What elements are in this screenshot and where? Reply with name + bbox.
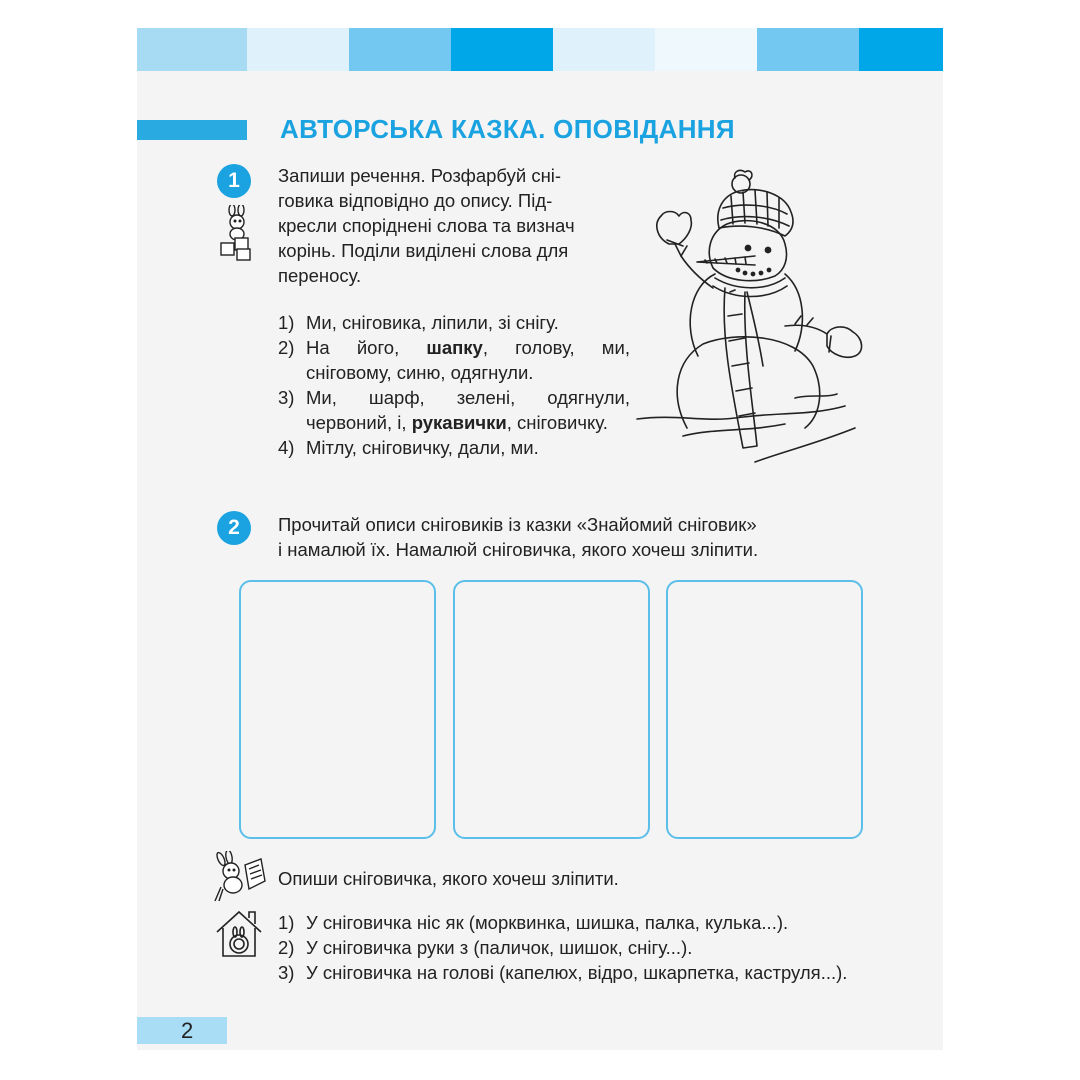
instruction-line: Прочитай описи сніговиків із казки «Знайомий сніговик»	[278, 514, 757, 535]
sentence-text	[306, 335, 630, 385]
sentence-text	[306, 385, 630, 435]
sentence-fragment: Ми, сніговика, ліпили, зі снігу.	[306, 312, 559, 333]
sentence-text	[306, 435, 630, 460]
workbook-page	[137, 28, 943, 1050]
bold-word: рукавички	[411, 412, 507, 433]
bunny-with-book-icon	[211, 851, 269, 903]
hint-item	[278, 910, 866, 935]
instruction-line: говика відповідно до опису. Під-	[278, 190, 553, 211]
sentence-text	[306, 310, 630, 335]
sentence-item	[278, 335, 630, 385]
sentence-item	[278, 385, 630, 435]
sentence-fragment: Мітлу, сніговичку, дали, ми.	[306, 437, 539, 458]
instruction-line: Запиши речення. Розфарбуй сні-	[278, 165, 562, 186]
sentence-fragment: На його,	[306, 337, 427, 358]
header-stripe-segment	[349, 28, 451, 71]
drawing-box-2[interactable]	[453, 580, 650, 839]
sentence-number: 2)	[278, 337, 295, 358]
header-stripe-segment	[451, 28, 553, 71]
bunny-with-blocks-icon	[219, 205, 259, 261]
sentence-item	[278, 310, 630, 335]
sentence-number: 1)	[278, 312, 295, 333]
drawing-box-3[interactable]	[666, 580, 863, 839]
instruction-line: кресли споріднені слова та визнач	[278, 215, 575, 236]
task-number-badge-2: 2	[217, 511, 251, 545]
hint-text: У сніговичка ніс як (морквинка, шишка, палка, кулька...).	[306, 912, 789, 933]
header-stripe-segment	[137, 28, 247, 71]
describe-hint-list	[278, 910, 866, 985]
sentence-fragment: , сніговичку.	[506, 412, 608, 433]
task1-instruction	[278, 163, 630, 288]
header-stripe	[137, 28, 943, 71]
instruction-line: переносу.	[278, 265, 362, 286]
instruction-line: корінь. Поділи виділені слова для	[278, 240, 569, 261]
hint-number: 3)	[278, 962, 295, 983]
header-stripe-segment	[553, 28, 655, 71]
instruction-line: і намалюй їх. Намалюй сніговичка, якого хочеш зліпити.	[278, 539, 759, 560]
hint-text: У сніговичка руки з (паличок, шишок, снігу...).	[306, 937, 693, 958]
hint-number: 2)	[278, 937, 295, 958]
hint-text: У сніговичка на голові (капелюх, відро, шкарпетка, каструля...).	[306, 962, 848, 983]
drawing-box-1[interactable]	[239, 580, 436, 839]
page-number: 2	[181, 1018, 194, 1043]
header-stripe-segment	[247, 28, 349, 71]
header-stripe-segment	[757, 28, 859, 71]
house-homework-icon	[213, 908, 265, 960]
task2-instruction	[278, 512, 866, 562]
hint-item	[278, 960, 866, 985]
header-stripe-segment	[859, 28, 943, 71]
sentence-number: 3)	[278, 387, 295, 408]
describe-instruction: Опиши сніговичка, якого хочеш зліпити.	[278, 868, 619, 889]
page-title: АВТОРСЬКА КАЗКА. ОПОВІДАННЯ	[280, 114, 735, 144]
hint-number: 1)	[278, 912, 295, 933]
snowman-illustration	[635, 166, 867, 466]
task-number-badge-1: 1	[217, 164, 251, 198]
header-stripe-segment	[655, 28, 757, 71]
sentence-fragment: Ми, шарф, зелені, одягнули, червоний, і,	[306, 387, 630, 433]
hint-item	[278, 935, 866, 960]
sentence-fragment: , голову, ми, сніговому, синю, одягнули.	[306, 337, 631, 383]
bold-word: шапку	[426, 337, 483, 358]
sentence-item	[278, 435, 630, 460]
title-accent-bar	[137, 120, 247, 140]
task1-sentence-list	[278, 310, 630, 460]
sentence-number: 4)	[278, 437, 295, 458]
